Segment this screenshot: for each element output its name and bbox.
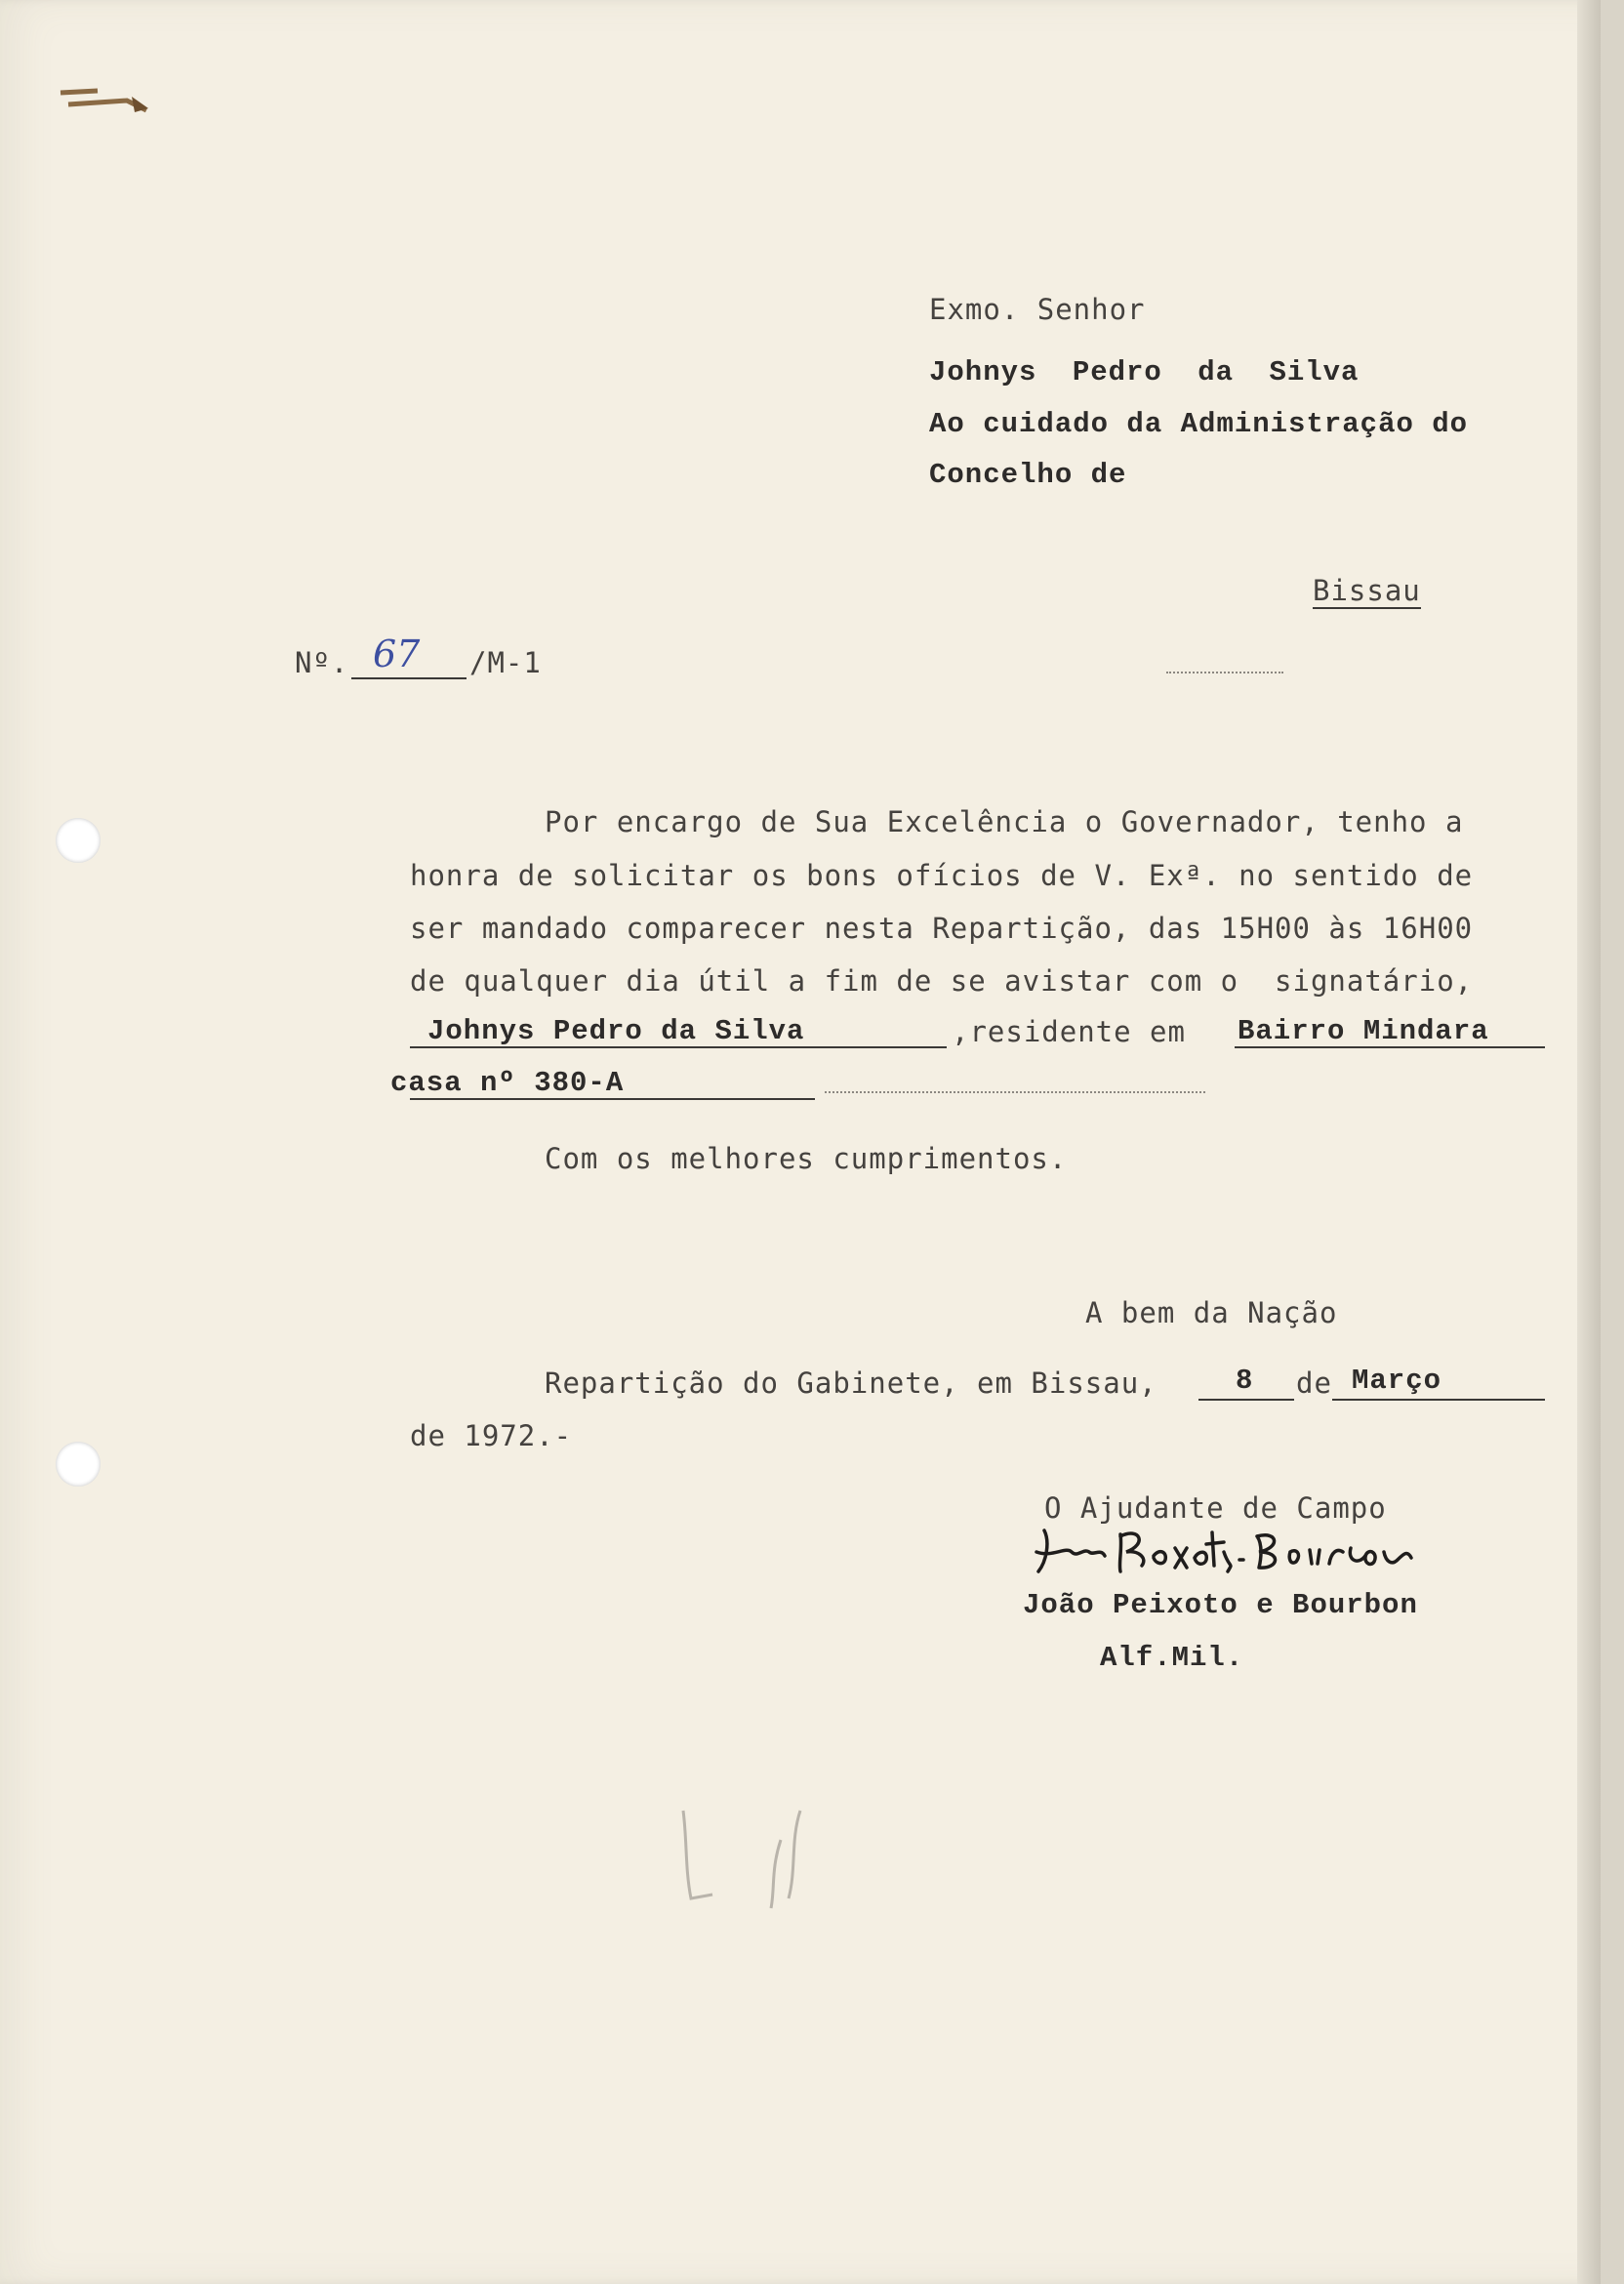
address2-dotted-line [825,1091,1205,1093]
place-prefix: Repartição do Gabinete, em Bissau, [545,1366,1157,1400]
person-name: Johnys Pedro da Silva [427,1015,805,1047]
date-day: 8 [1236,1365,1254,1397]
reference-prefix: Nº. [295,646,349,679]
care-of-line2: Concelho de [929,459,1127,491]
signatory-name: João Peixoto e Bourbon [1023,1589,1418,1621]
address-line-1: Bairro Mindara [1238,1015,1489,1047]
reference-number: 67 [373,632,421,675]
staple-mark [59,83,156,122]
reference-blank [351,677,467,679]
page-edge [1577,0,1601,2284]
date-month: Março [1352,1365,1442,1397]
reference-suffix: /M-1 [469,646,542,679]
closing-line: Com os melhores cumprimentos. [545,1142,1068,1175]
residente-label: ,residente em [952,1015,1186,1048]
handwritten-signature [1033,1523,1423,1581]
signature-title: O Ajudante de Campo [1044,1491,1387,1525]
punch-hole-top [56,818,101,863]
month-blank [1332,1399,1545,1401]
date-de-label: de [1296,1366,1332,1400]
addressee-city: Bissau [1313,574,1421,607]
day-blank [1198,1399,1294,1401]
body-line-1: Por encargo de Sua Excelência o Governador, tenho a [545,805,1464,838]
body-line-4: de qualquer dia útil a fim de se avistar com o signatário, [410,964,1474,998]
punch-hole-bottom [56,1442,101,1487]
city-dotted-line [1166,672,1283,673]
address-line-2: casa nº 380-A [390,1067,625,1099]
salutation: Exmo. Senhor [929,293,1146,326]
motto: A bem da Nação [1085,1296,1338,1329]
body-line-3: ser mandado comparecer nesta Repartição, das 15H00 às 16H00 [410,912,1474,945]
addressee-name: Johnys Pedro da Silva [929,356,1360,388]
care-of-line1: Ao cuidado da Administração do [929,408,1469,440]
pencil-mark [673,1801,830,1918]
body-line-2: honra de solicitar os bons ofícios de V. Exª. no sentido de [410,859,1474,892]
year-line: de 1972.- [410,1419,573,1452]
signatory-rank: Alf.Mil. [1100,1642,1244,1674]
